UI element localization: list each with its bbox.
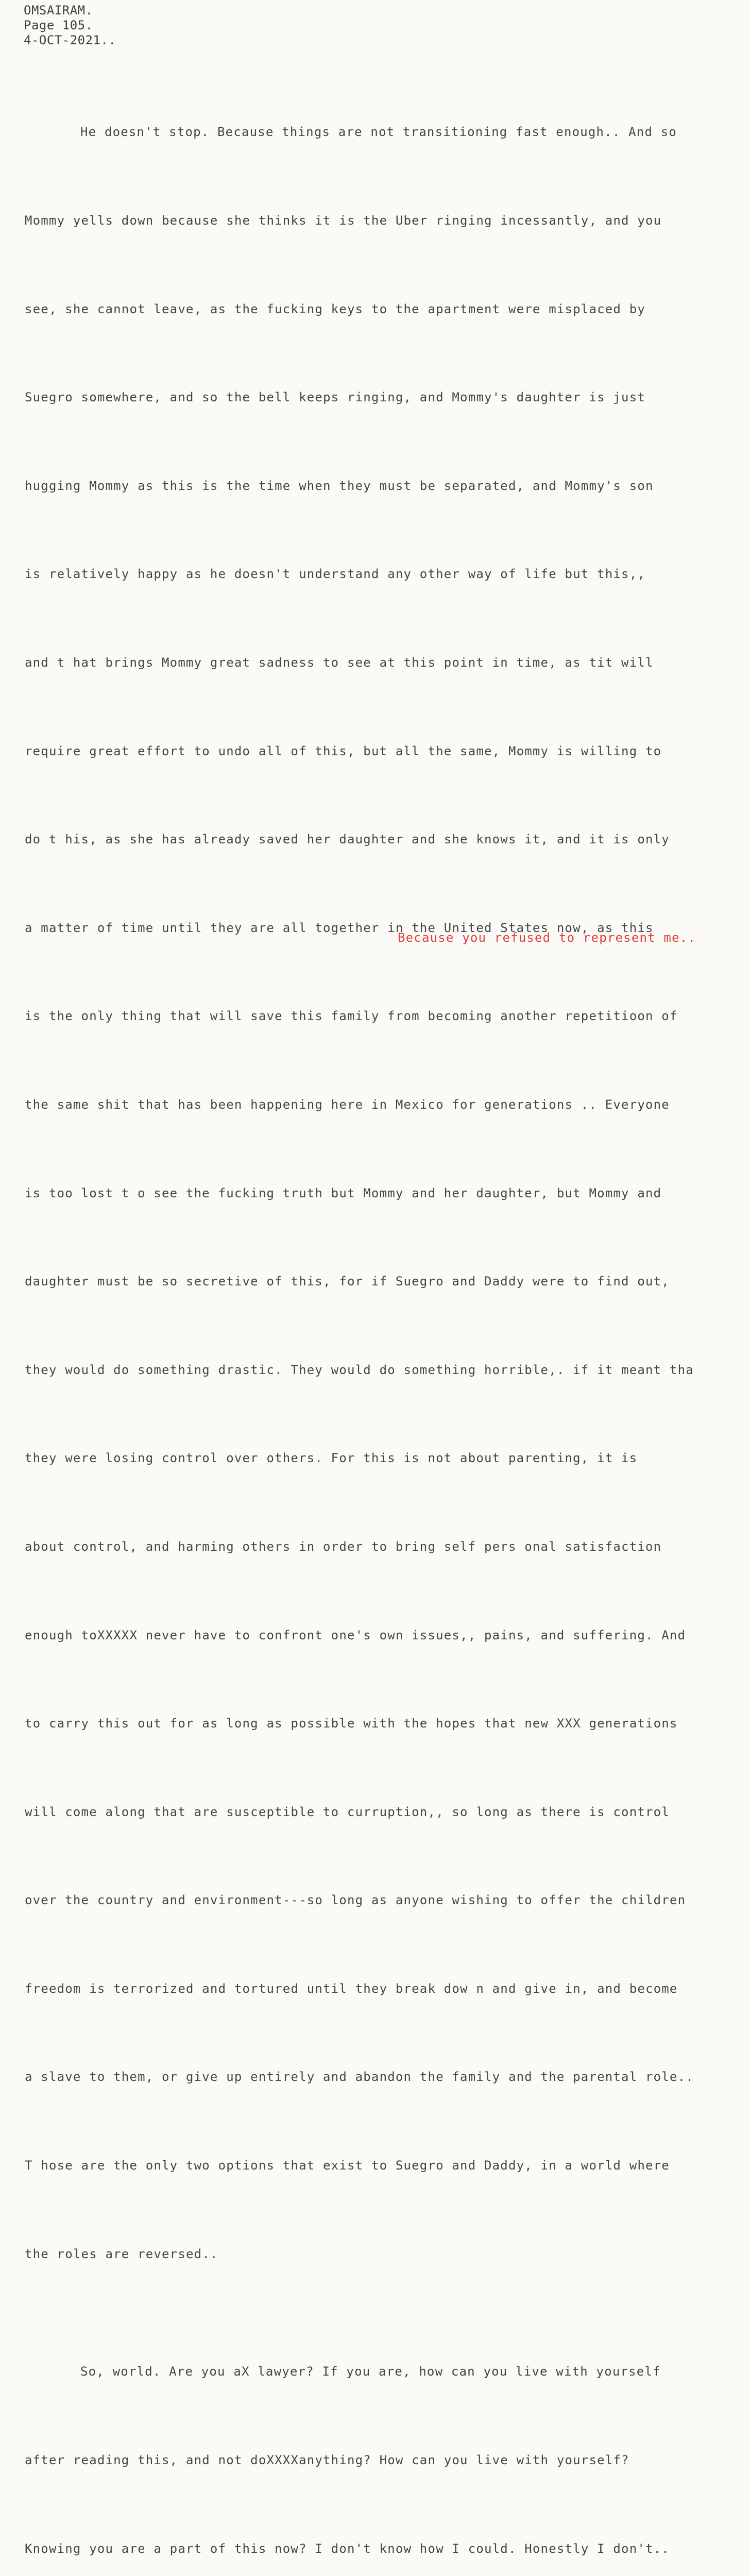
text-line: Suegro somewhere, and so the bell keeps ringing, and Mommy's daughter is just: [25, 390, 645, 405]
text-line: to carry this out for as long as possible with the hopes that new XXX generations: [25, 1716, 678, 1731]
text-line: enough toXXXXX never have to confront one's own issues,, pains, and suffering. And: [25, 1628, 686, 1642]
text-line: over the country and environment---so long as anyone wishing to offer the children: [25, 1893, 686, 1908]
text-line: a matter of time until they are all together in the United States now, as this: [25, 920, 654, 935]
text-line: Mommy yells down because she thinks it is the Uber ringing incessantly, and you: [25, 213, 662, 228]
typed-body: [25, 59, 746, 2576]
text-line: about control, and harming others in order to bring self pers onal satisfaction: [25, 1539, 662, 1554]
text-line: freedom is terrorized and tortured until they break dow n and give in, and become: [25, 1981, 678, 1996]
text-line: and t hat brings Mommy great sadness to see at this point in time, as tit will: [25, 655, 654, 670]
page-header: [24, 3, 116, 48]
text-line: T hose are the only two options that exist to Suegro and Daddy, in a world where: [25, 2158, 670, 2173]
text-line: Knowing you are a part of this now? I don't know how I could. Honestly I don't..: [25, 2541, 670, 2556]
text-line: after reading this, and not doXXXXanything? How can you live with yourself?: [25, 2453, 629, 2468]
text-line: will come along that are susceptible to curruption,, so long as there is control: [25, 1804, 670, 1819]
text-line: do t his, as she has already saved her daughter and she knows it, and it is only: [25, 832, 670, 847]
header-line-1: OMSAIRAM.: [24, 3, 93, 18]
text-line: So, world. Are you aX lawyer? If you are, how can you live with yourself: [80, 2364, 661, 2379]
text-line: require great effort to undo all of this, but all the same, Mommy is willing to: [25, 743, 662, 758]
text-line: is relatively happy as he doesn't understand any other way of life but this,,: [25, 567, 645, 582]
header-page-number: Page 105.: [24, 18, 93, 32]
text-line: the same shit that has been happening here in Mexico for generations .. Everyone: [25, 1097, 670, 1112]
text-line: hugging Mommy as this is the time when they must be separated, and Mommy's son: [25, 478, 654, 493]
text-line: they would do something drastic. They would do something horrible,. if it meant tha: [25, 1362, 694, 1377]
red-annotation: Because you refused to represent me..: [398, 930, 696, 945]
text-line: see, she cannot leave, as the fucking keys to the apartment were misplaced by: [25, 301, 645, 316]
text-line: they were losing control over others. For this is not about parenting, it is: [25, 1451, 638, 1466]
text-line: is the only thing that will save this family from becoming another repetitioon of: [25, 1009, 678, 1024]
text-line: daughter must be so secretive of this, for if Suegro and Daddy were to find out,: [25, 1274, 670, 1289]
text-line: the roles are reversed..: [25, 2246, 218, 2261]
text-line: a slave to them, or give up entirely and abandon the family and the parental role..: [25, 2070, 694, 2084]
text-line: is too lost t o see the fucking truth but Mommy and her daughter, but Mommy and: [25, 1185, 662, 1200]
text-line: He doesn't stop. Because things are not transitioning fast enough.. And so: [80, 125, 677, 140]
header-date: 4-OCT-2021..: [24, 33, 116, 47]
